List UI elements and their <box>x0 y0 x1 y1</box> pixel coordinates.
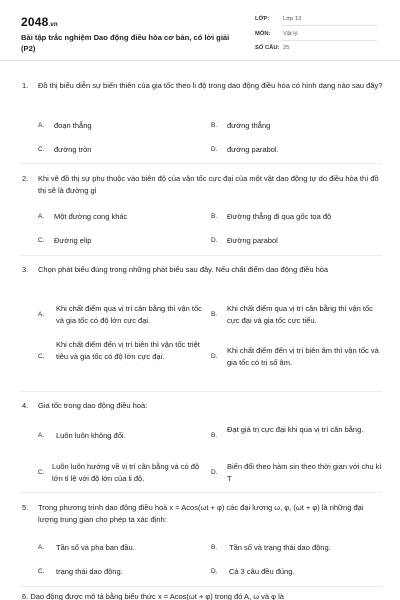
option-label: A. <box>38 432 45 439</box>
option-label: A. <box>38 122 45 129</box>
option-label: C. <box>38 353 45 360</box>
option-text: Khi chất điểm qua vị trí cân bằng thì vận tốc và gia tốc có độ lớn cực đại. <box>56 304 202 325</box>
option-text: Cả 3 câu đều đúng. <box>229 567 295 576</box>
question-text: Gia tốc trong dao động điều hoà: <box>38 401 148 410</box>
question-6-partial: 6. Dao động được mô tả bằng biểu thức x = Acos(ωt + φ) trong đó A, ω và φ là <box>22 592 284 600</box>
option-text: Luôn luôn hướng về vị trí cân bằng và có độ lớn tỉ lệ với độ lớn của li độ. <box>52 462 200 483</box>
question-text: Khi vẽ đồ thị sự phụ thuộc vào biên độ của vận tốc cực đại của một vật dao động tự do điều hòa thì đồ thị sẽ là đường gì <box>38 174 379 195</box>
option-text: Biến đổi theo hàm sin theo thời gian với chu kì T <box>227 462 382 483</box>
option-text: Khi chất điểm đến vị trí biên âm thì vận tốc và gia tốc có trị số âm. <box>227 346 379 367</box>
site-logo[interactable] <box>21 15 58 29</box>
option-label: D. <box>211 237 218 244</box>
option-text: Một đường cong khác <box>54 212 128 221</box>
question-divider <box>20 163 382 164</box>
option-text: Đường thẳng đi qua gốc tọa độ <box>227 212 332 221</box>
option-label: D. <box>211 568 218 575</box>
option-label: B. <box>211 122 218 129</box>
question-text: Chọn phát biểu đúng trong những phát biểu sau đây. Nếu chất điểm dao động điều hòa <box>38 265 329 274</box>
meta-subject-key: MÔN: <box>255 31 271 37</box>
option-label: B. <box>211 311 218 318</box>
question-divider <box>20 391 382 392</box>
option-text: Đạt giá trị cực đại khi qua vị trí cân bằng. <box>227 425 364 434</box>
meta-subject-value: Vật lý <box>283 31 298 37</box>
option-text: Đường parabol <box>227 236 278 245</box>
option-text: Luôn luôn không đổi. <box>56 431 126 440</box>
option-text: Đường elip <box>54 236 92 245</box>
question-divider <box>20 586 382 587</box>
question-number: 5. <box>22 503 29 512</box>
question-number: 2. <box>22 174 29 183</box>
option-text: Khi chất điểm qua vị trí cân bằng thì vận tốc cực đại và gia tốc cực tiểu. <box>227 304 373 325</box>
option-label: D. <box>211 469 218 476</box>
logo-main: 2048 <box>21 15 49 29</box>
option-label: C. <box>38 237 45 244</box>
option-label: C. <box>38 568 45 575</box>
question-number: 3. <box>22 265 29 274</box>
option-text: đường tròn <box>54 145 92 154</box>
meta-count <box>255 43 377 55</box>
question-text: Đồ thị biểu diễn sự biến thiên của gia tốc theo li độ trong dao động điều hòa có hình dạng nào sau đây? <box>38 81 383 90</box>
option-label: B. <box>211 213 218 220</box>
meta-class-value: Lớp 12 <box>283 16 302 22</box>
meta-count-key: SỐ CÂU: <box>255 45 280 51</box>
option-text: đường thẳng <box>227 121 271 130</box>
meta-subject <box>255 29 377 41</box>
option-label: B. <box>211 544 218 551</box>
meta-count-value: 25 <box>283 45 290 51</box>
meta-class <box>255 14 377 26</box>
option-text: Tần số và pha ban đầu. <box>56 543 135 552</box>
option-label: B. <box>211 432 218 439</box>
option-label: C. <box>38 469 45 476</box>
option-text: đoạn thẳng <box>54 121 92 130</box>
option-text: đường parabol. <box>227 145 279 154</box>
question-divider <box>20 492 382 493</box>
meta-class-key: LỚP: <box>255 16 270 22</box>
meta-divider <box>281 25 377 26</box>
option-text: trạng thái dao động. <box>56 567 123 576</box>
option-label: A. <box>38 213 45 220</box>
document-header <box>0 0 400 61</box>
logo-suffix: .vn <box>48 22 58 28</box>
question-text: Trong phương trình dao động điều hoà x = Acos(ωt + φ) các đại lượng ω, φ, (ωt + φ) là những đại lượng trung gian cho phép ta xác định: <box>38 503 364 524</box>
option-label: D. <box>211 353 218 360</box>
option-text: Khi chất điểm đến vị trí biên thì vận tốc triệt tiêu và gia tốc có độ lớn cực đại. <box>56 340 200 361</box>
option-label: A. <box>38 544 45 551</box>
document-title: Bài tập trắc nghiệm Dao động điều hòa cơ bản, có lời giải (P2) <box>21 33 230 53</box>
option-label: A. <box>38 311 45 318</box>
option-label: D. <box>211 146 218 153</box>
question-number: 1. <box>22 81 29 90</box>
option-label: C. <box>38 146 45 153</box>
question-divider <box>20 255 382 256</box>
question-number: 4. <box>22 401 29 410</box>
meta-divider <box>281 40 377 41</box>
option-text: Tần số và trạng thái dao động. <box>229 543 331 552</box>
